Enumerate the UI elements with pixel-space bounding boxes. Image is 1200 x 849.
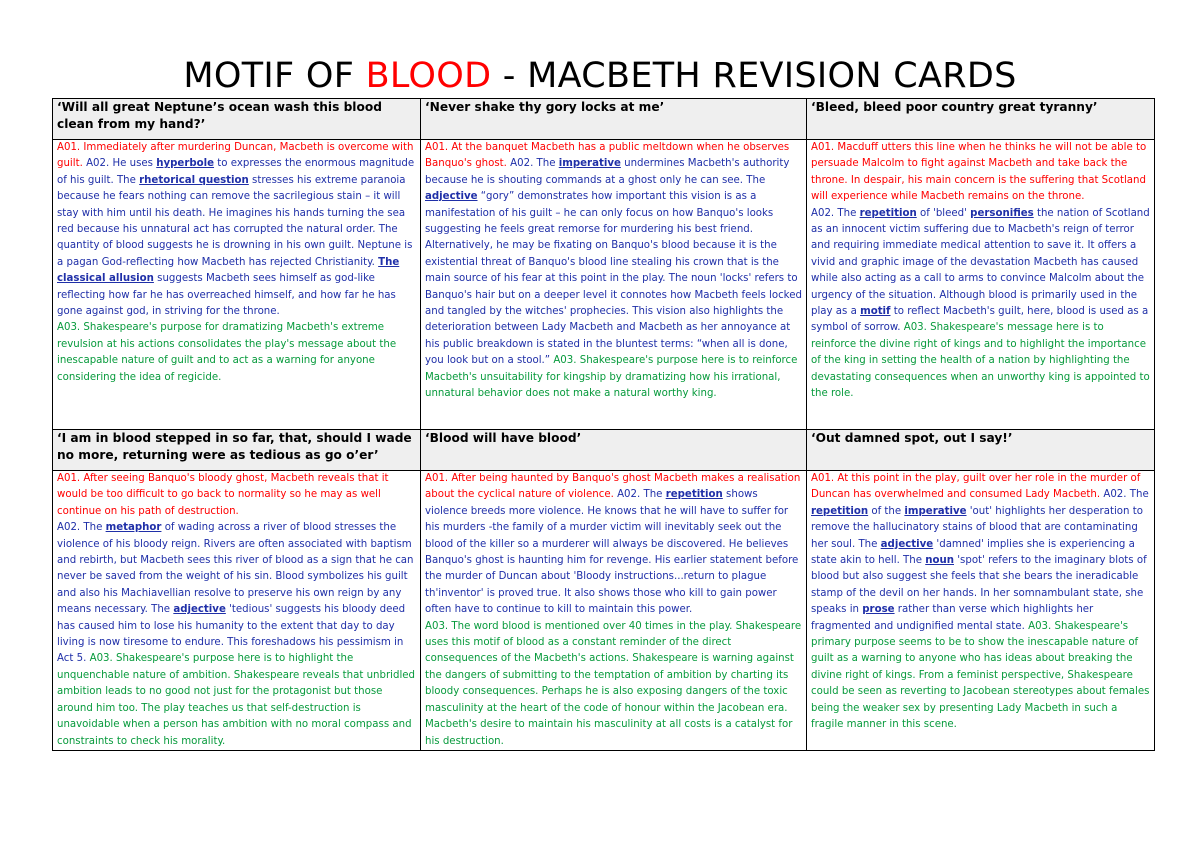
analysis-text: A03. Shakespeare's purpose here is to highlight the unquenchable nature of ambition. Shakespeare reveals that unbridled ambition leads to no good not just for the protagonist but those around him too. The play teaches us that self-destruction is unavoidable when a person has ambition with no moral compass and constraints to check his morality. [57,653,416,747]
key-term: rhetorical question [139,174,249,186]
card-4-quote: ‘I am in blood stepped in so far, that, should I wade no more, returning were as tedious as go o’er’ [53,430,421,471]
analysis-text: suggests Macbeth sees himself as god-like reflecting how far he has overreached himself, and how far he has gone against god, in striving for the throne. [57,273,396,318]
body-row-2 [53,471,1155,751]
analysis-text: A02. The [510,158,559,170]
analysis-text: A02. The [811,207,860,219]
quote-row-2 [53,430,1155,471]
key-term: personifies [970,207,1034,219]
quote-row-1 [53,99,1155,140]
analysis-text: 'damned' implies she is experiencing a state akin to hell. The [811,538,1135,567]
key-term: repetition [811,505,869,517]
card-5-quote: ‘Blood will have blood’ [421,430,807,471]
key-term: motif [860,306,891,318]
analysis-text: the nation of Scotland as an innocent victim suffering due to Macbeth's reign of terror and requiring immediate medical attention to save it. It offers a vivid and graphic image of the devastation Macbeth has caused while also acting as a call to arms to convince Malcolm about the urgency of the situation. Although blood is primarily used in the play as a [811,207,1150,318]
title-highlight: BLOOD [365,56,492,96]
analysis-text: rather than verse which highlights her fragmented and undignified mental state. [811,604,1094,632]
card-1-quote: ‘Will all great Neptune’s ocean wash this blood clean from my hand?’ [53,99,421,140]
analysis-text: to reflect Macbeth's guilt, here, blood is used as a symbol of sorrow. [811,306,1149,334]
key-term: noun [925,555,954,567]
analysis-text: A02. The [57,522,106,534]
analysis-text: of the [868,505,905,517]
analysis-text: A03. Shakespeare's message here is to reinforce the divine right of kings and to highlight the importance of the king in setting the health of a nation by highlighting the devastating consequences when an unworthy king is appointed to the role. [811,322,1150,400]
key-term: adjective [425,191,478,203]
revision-cards-table [52,98,1155,751]
analysis-text: A03. Shakespeare's purpose for dramatizing Macbeth's extreme revulsion at his actions consolidates the play's message about the inescapable nature of guilt and to act as a warning for anyone considering the idea of regicide. [57,322,397,383]
analysis-text: A01. Macduff utters this line when he thinks he will not be able to persuade Malcolm to fight against Macbeth and take back the throne. In despair, his main concern is the suffering that Scotland will experience while Macbeth remains on the throne. [811,142,1147,203]
title-prefix: MOTIF OF [183,56,366,96]
key-term: adjective [173,604,226,616]
analysis-text: A02. The [1103,489,1149,501]
card-3-body [807,140,1155,430]
key-term: imperative [558,158,621,170]
page-title [0,56,1200,96]
analysis-text: A01. At the banquet Macbeth has a public meltdown when he observes Banquo's ghost. [425,142,790,170]
card-2-body [421,140,807,430]
analysis-text: to expresses the enormous magnitude of his guilt. The [57,158,415,186]
analysis-text: A01. At this point in the play, guilt over her role in the murder of Duncan has overwhelmed and consumed Lady Macbeth. [811,473,1141,501]
analysis-text: A03. Shakespeare's purpose here is to reinforce Macbeth's unsuitability for kingship by dramatizing how his irrational, unnatural behavior does not make a natural worthy king. [425,355,798,400]
title-suffix: - MACBETH REVISION CARDS [491,56,1017,96]
card-6-quote: ‘Out damned spot, out I say!’ [807,430,1155,471]
analysis-text: of wading across a river of blood stresses the violence of his bloody reign. Rivers are often associated with baptism and rebirth, but Macbeth sees this river of blood as a sign that he can never be saved from the weight of his sin. Blood symbolizes his guilt and also his Machiavellian resolve to preserve his own reign by any means necessary. The [57,522,414,616]
card-4-body [53,471,421,751]
analysis-text: of 'bleed' [916,207,971,219]
key-term: The classical allusion [57,256,400,285]
analysis-text: 'out' highlights her desperation to remove the hallucinatory stains of blood that are contaminating her soul. The [811,505,1143,550]
key-term: imperative [904,505,967,517]
analysis-text: stresses his extreme paranoia because he fears nothing can remove the sacrilegious stain – it will stay with him until his death. He imagines his hands turning the sea red because his unnatural act has corrupted the natural order. The quantity of blood suggests he is drowning in his own guilt. Neptune is a pagan God-reflecting how Macbeth has rejected Christianity. [57,174,413,268]
analysis-text: shows violence breeds more violence. He knows that he will have to suffer for his murders -the family of a murder victim will inevitably seek out the blood of the killer so a murderer will always be discovered. He believes Banquo's ghost is haunting him for revenge. His earlier statement before the murder of Duncan about 'Bloody instructions...return to plague th'inventor' is proved true. It also shows those who kill to gain power often have to continue to kill to maintain this power. [425,489,799,616]
analysis-text: A01. After being haunted by Banquo's ghost Macbeth makes a realisation about the cyclical nature of violence. [425,473,801,501]
card-5-body [421,471,807,751]
card-2-quote: ‘Never shake thy gory locks at me’ [421,99,807,140]
key-term: repetition [859,207,917,219]
body-row-1 [53,140,1155,430]
analysis-text: A01. Immediately after murdering Duncan, Macbeth is overcome with guilt. [57,142,414,170]
analysis-text: undermines Macbeth's authority because he is shouting commands at a ghost only he can see. The [425,158,790,186]
analysis-text: “gory” demonstrates how important this vision is as a manifestation of his guilt – he can only focus on how Banquo's looks suggesting he feels great remorse for murdering his best friend. Alternatively, he may be fixating on Banquo's blood because it is the existential threat of Banquo's blood line stealing his crown that is the main source of his fear at this point in the play. The noun 'locks' refers to Banquo's hair but on a deeper level it connotes how Macbeth feels locked and tangled by the witches' prophecies. This vision also highlights the deterioration between Lady Macbeth and Macbeth as her annoyance at his public breakdown is stated in the bluntest terms: “when all is done, you look but on a stool.” [425,191,802,367]
key-term: hyperbole [156,158,215,170]
analysis-text: A01. After seeing Banquo's bloody ghost, Macbeth reveals that it would be too difficult to go back to normality so he may as well continue on his path of destruction. [57,473,389,517]
card-3-quote: ‘Bleed, bleed poor country great tyranny’ [807,99,1155,140]
key-term: repetition [665,489,723,501]
card-1-body [53,140,421,430]
analysis-text: A02. The [617,489,666,501]
analysis-text: A02. He uses [86,158,157,170]
analysis-text: 'tedious' suggests his bloody deed has caused him to lose his humanity to the extent that day to day living is now tiresome to endure. This foreshadows his pessimism in Act 5. [57,604,406,665]
card-6-body [807,471,1155,751]
analysis-text: A03. Shakespeare's primary purpose seems to be to show the inescapable nature of guilt as a warning to anyone who has ideas about breaking the divine right of kings. From a feminist perspective, Shakespeare could be seen as reverting to Jacobean stereotypes about females being the weaker sex by presenting Lady Macbeth in such a fragile manner in this scene. [811,620,1150,731]
analysis-text: A03. The word blood is mentioned over 40 times in the play. Shakespeare uses this motif of blood as a constant reminder of the direct consequences of the Macbeth's actions. Shakespeare is warning against the dangers of submitting to the temptation of ambition by charting its bloody consequences. Perhaps he is also exposing dangers of the toxic masculinity at the heart of the code of honour within the Jacobean era. Macbeth's desire to maintain his masculinity at all costs is a catalyst for his destruction. [425,620,802,747]
analysis-text: 'spot' refers to the imaginary blots of blood but also suggest she feels that she bears the ineradicable stamp of the devil on her hands. In her somnambulant state, she speaks in [811,555,1147,616]
key-term: prose [862,604,895,616]
key-term: adjective [880,538,934,550]
key-term: metaphor [105,522,162,534]
